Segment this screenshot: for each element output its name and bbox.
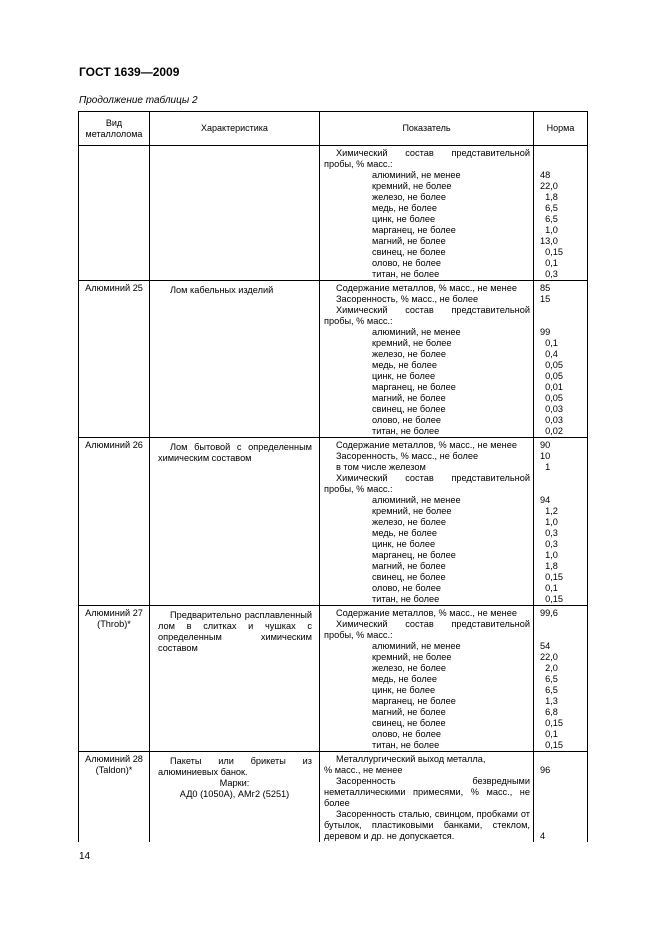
indicator-line: в том числе железом: [336, 462, 426, 472]
norm-value: 1,8: [540, 561, 558, 571]
indicator-line: алюминий, не менее: [372, 170, 461, 180]
norm-value: 54: [540, 641, 551, 651]
indicator-line: пробы, % масс.:: [324, 159, 393, 169]
indicator-line: титан, не более: [372, 426, 440, 436]
indicator-line: свинец, не более: [372, 572, 446, 582]
norm-cell: [534, 752, 588, 843]
column-header-characteristic: Характеристика: [150, 112, 320, 146]
characteristic-cell: [150, 438, 320, 606]
indicator-line: олово, не более: [372, 583, 441, 593]
indicator-line: пробы, % масс.:: [324, 484, 393, 494]
indicator-line: пробы, % масс.:: [324, 630, 393, 640]
norm-value: 0,03: [540, 404, 563, 414]
indicator-line: Засоренность, % масс., не более: [336, 451, 479, 461]
norm-value: 0,05: [540, 371, 563, 381]
column-header-norm: Норма: [534, 112, 588, 146]
indicator-line: Химический состав представительной: [336, 473, 530, 483]
norm-value: 0,03: [540, 415, 563, 425]
column-header-indicator: Показатель: [320, 112, 534, 146]
table-caption: Продолжение таблицы 2: [79, 95, 198, 106]
characteristic-text: Предварительно расплавленный лом в слитках и чушках с определенным химическим составом: [158, 610, 312, 653]
indicator-line: магний, не более: [372, 236, 446, 246]
norm-value: 0,02: [540, 426, 563, 436]
norm-value: [540, 484, 585, 495]
indicator-line: медь, не более: [372, 528, 437, 538]
scrap-type-cell: [79, 146, 150, 281]
indicator-line: свинец, не более: [372, 404, 446, 414]
indicator-line: алюминий, не менее: [372, 495, 461, 505]
characteristic-text: АД0 (1050А), АМг2 (5251): [179, 789, 290, 799]
norm-value: 0,15: [540, 247, 563, 257]
characteristic-text: Лом кабельных изделий: [170, 285, 274, 295]
norm-value: 10: [540, 451, 551, 461]
page-number: 14: [79, 851, 91, 862]
norm-value: 13,0: [540, 236, 558, 246]
norm-value: 4: [540, 831, 546, 841]
norm-value: 6,5: [540, 674, 558, 684]
norm-value: 6,8: [540, 707, 558, 717]
characteristic-cell: [150, 752, 320, 843]
norm-value: [540, 148, 585, 159]
indicator-line: Металлургический выход металла,: [336, 754, 486, 764]
table-row: [79, 606, 588, 752]
norm-value: 0,1: [540, 258, 558, 268]
indicator-line: свинец, не более: [372, 718, 446, 728]
indicator-line: марганец, не более: [372, 225, 456, 235]
norm-value: 0,05: [540, 393, 563, 403]
norm-value: 99: [540, 327, 551, 337]
indicator-line: олово, не более: [372, 415, 441, 425]
norm-value: 0,4: [540, 349, 558, 359]
indicator-line: Химический состав представительной: [336, 619, 530, 629]
indicator-line: железо, не более: [372, 517, 447, 527]
table-row: [79, 281, 588, 438]
norm-value: 1,3: [540, 696, 558, 706]
indicator-line: Засоренность, % масс., не более: [336, 294, 479, 304]
characteristic-cell: [150, 606, 320, 752]
norm-value: 0,1: [540, 583, 558, 593]
indicator-line: цинк, не более: [372, 214, 436, 224]
indicator-line: Содержание металлов, % масс., не менее: [336, 608, 517, 618]
document-header: ГОСТ 1639—2009: [79, 65, 180, 79]
table-row: [79, 752, 588, 843]
norm-value: 1,8: [540, 192, 558, 202]
norm-value: 0,3: [540, 539, 558, 549]
scrap-type-cell: Алюминий 28 (Taldon)*: [79, 752, 150, 843]
norm-value: 15: [540, 294, 551, 304]
norm-value: [540, 159, 585, 170]
norm-cell: [534, 281, 588, 438]
norm-value: 99,6: [540, 608, 558, 618]
norm-value: 0,15: [540, 740, 563, 750]
indicator-line: магний, не более: [372, 561, 446, 571]
norm-value: 1: [540, 462, 551, 472]
norm-value: 85: [540, 283, 551, 293]
norm-value: 6,5: [540, 685, 558, 695]
norm-value: 96: [540, 765, 551, 775]
norm-value: 0,15: [540, 572, 563, 582]
norm-value: 1,0: [540, 550, 558, 560]
indicator-line: железо, не более: [372, 192, 447, 202]
scrap-type-cell: Алюминий 26: [79, 438, 150, 606]
norm-value: [540, 776, 585, 809]
indicator-line: Химический состав представительной: [336, 305, 530, 315]
characteristic-text: Лом бытовой с определенным химическим составом: [158, 442, 312, 463]
characteristic-cell: [150, 146, 320, 281]
indicator-line: кремний, не более: [372, 338, 452, 348]
indicator-line: медь, не более: [372, 203, 437, 213]
norm-value: 90: [540, 440, 551, 450]
indicator-line: Содержание металлов, % масс., не менее: [336, 440, 517, 450]
norm-value: 0,15: [540, 718, 563, 728]
indicator-line: % масс., не менее: [324, 765, 403, 775]
norm-value: 0,05: [540, 360, 563, 370]
norm-value: 0,1: [540, 338, 558, 348]
indicator-line: Засоренность сталью, свинцом, пробками от бутылок, пластиковыми банками, стеклом, деревом и др. не допускается.: [324, 809, 530, 841]
indicator-line: Содержание металлов, % масс., не менее: [336, 283, 517, 293]
indicator-line: цинк, не более: [372, 685, 436, 695]
characteristic-cell: [150, 281, 320, 438]
norm-value: [540, 305, 585, 316]
indicator-line: железо, не более: [372, 663, 447, 673]
indicator-line: марганец, не более: [372, 696, 456, 706]
norm-value: [540, 619, 585, 630]
indicator-line: магний, не более: [372, 707, 446, 717]
indicator-line: марганец, не более: [372, 382, 456, 392]
table-row: [79, 146, 588, 281]
indicator-line: цинк, не более: [372, 371, 436, 381]
norm-value: [540, 473, 585, 484]
indicator-line: цинк, не более: [372, 539, 436, 549]
norm-value: 0,1: [540, 729, 558, 739]
indicator-line: пробы, % масс.:: [324, 316, 393, 326]
indicator-line: олово, не более: [372, 729, 441, 739]
column-header-type: Вид металлолома: [79, 112, 150, 146]
indicator-line: железо, не более: [372, 349, 447, 359]
norm-value: [540, 630, 585, 641]
norm-cell: [534, 438, 588, 606]
indicator-cell: [320, 752, 534, 843]
indicator-cell: [320, 438, 534, 606]
indicator-line: Химический состав представительной: [336, 148, 530, 158]
norm-value: 0,15: [540, 594, 563, 604]
indicator-line: титан, не более: [372, 740, 440, 750]
scrap-type-cell: Алюминий 25: [79, 281, 150, 438]
metal-scrap-table: [78, 111, 588, 842]
indicator-line: кремний, не более: [372, 506, 452, 516]
norm-value: 1,0: [540, 225, 558, 235]
indicator-line: медь, не более: [372, 360, 437, 370]
indicator-line: кремний, не более: [372, 652, 452, 662]
norm-value: 22,0: [540, 652, 558, 662]
norm-value: 1,2: [540, 506, 558, 516]
norm-value: 0,3: [540, 269, 558, 279]
norm-value: 94: [540, 495, 551, 505]
scrap-type-cell: Алюминий 27 (Throb)*: [79, 606, 150, 752]
norm-cell: [534, 606, 588, 752]
norm-value: [540, 316, 585, 327]
norm-value: 22,0: [540, 181, 558, 191]
norm-cell: [534, 146, 588, 281]
indicator-line: магний, не более: [372, 393, 446, 403]
indicator-cell: [320, 146, 534, 281]
indicator-line: алюминий, не менее: [372, 327, 461, 337]
indicator-line: Засоренность безвредными неметаллическими примесями, % масс., не более: [324, 776, 530, 808]
table-row: [79, 438, 588, 606]
indicator-line: олово, не более: [372, 258, 441, 268]
indicator-line: кремний, не более: [372, 181, 452, 191]
indicator-cell: [320, 281, 534, 438]
indicator-line: титан, не более: [372, 594, 440, 604]
indicator-line: марганец, не более: [372, 550, 456, 560]
characteristic-text: Марки:: [219, 778, 250, 788]
indicator-cell: [320, 606, 534, 752]
characteristic-text: Пакеты или брикеты из алюминиевых банок.: [158, 756, 312, 777]
norm-value: 6,5: [540, 203, 558, 213]
indicator-line: алюминий, не менее: [372, 641, 461, 651]
norm-value: [540, 754, 585, 765]
indicator-line: медь, не более: [372, 674, 437, 684]
indicator-line: титан, не более: [372, 269, 440, 279]
norm-value: 0,01: [540, 382, 563, 392]
indicator-line: свинец, не более: [372, 247, 446, 257]
norm-value: 1,0: [540, 517, 558, 527]
norm-value: 0,3: [540, 528, 558, 538]
norm-value: 6,5: [540, 214, 558, 224]
norm-value: 48: [540, 170, 551, 180]
norm-value: 2,0: [540, 663, 558, 673]
